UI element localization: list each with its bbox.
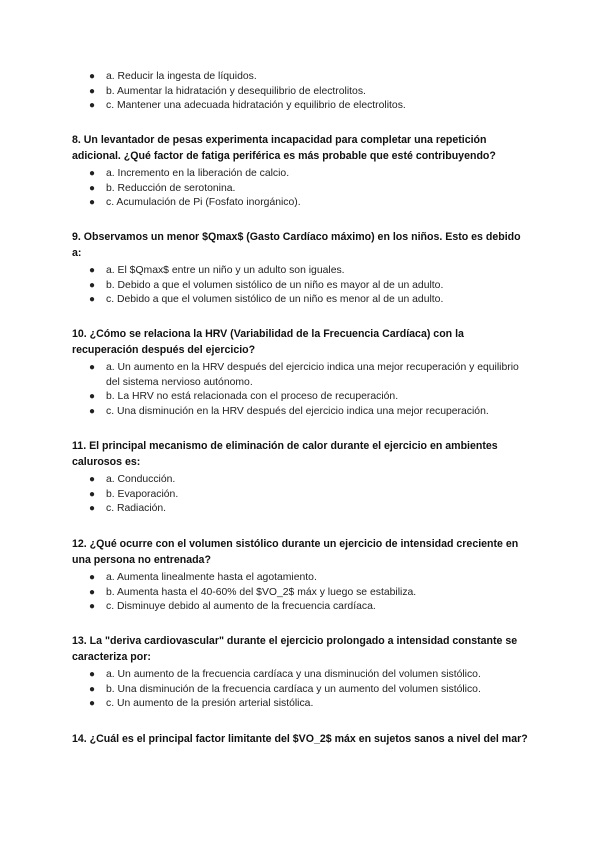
bullet-icon: ● — [89, 362, 96, 373]
question-10-block — [72, 327, 528, 419]
question-text: 14. ¿Cuál es el principal factor limitante del $VO_2$ máx en sujetos sanos a nivel del mar? — [72, 733, 528, 745]
option-c: ● c. Radiación. — [72, 502, 528, 517]
bullet-icon: ● — [89, 294, 96, 306]
bullet-icon: ● — [89, 586, 96, 598]
question-text: 11. El principal mecanismo de eliminación de calor durante el ejercicio en ambientes calurosos es: — [72, 440, 498, 468]
bullet-icon: ● — [89, 698, 96, 710]
option-c: ● c. Debido a que el volumen sistólico de un niño es menor al de un adulto. — [72, 293, 528, 308]
question-text: 12. ¿Qué ocurre con el volumen sistólico durante un ejercicio de intensidad creciente en una persona no entrenada? — [72, 538, 519, 566]
option-b: ● b. Evaporación. — [72, 488, 528, 503]
bullet-icon: ● — [89, 572, 96, 583]
bullet-icon: ● — [89, 279, 96, 291]
bullet-icon: ● — [89, 669, 96, 680]
option-a: ● a. El $Qmax$ entre un niño y un adulto son iguales. — [72, 264, 528, 279]
option-c: ● c. Disminuye debido al aumento de la frecuencia cardíaca. — [72, 600, 528, 615]
option-list — [72, 167, 528, 211]
option-c: ● c. Mantener una adecuada hidratación y equilibrio de electrolitos. — [72, 99, 528, 114]
bullet-icon: ● — [89, 85, 96, 97]
option-b: ● b. Una disminución de la frecuencia cardíaca y un aumento del volumen sistólico. — [72, 683, 528, 698]
question-text: 13. La "deriva cardiovascular" durante el ejercicio prolongado a intensidad constante se caracteriza por: — [72, 635, 518, 663]
option-a: ● a. Un aumento en la HRV después del ejercicio indica una mejor recuperación y equilibrio del sistema nervioso autónomo. — [89, 362, 519, 388]
option-a: ● a. Conducción. — [72, 473, 528, 488]
question-8-block — [72, 133, 528, 211]
option-b: ● b. Aumentar la hidratación y desequilibrio de electrolitos. — [72, 85, 528, 100]
question-text: 8. Un levantador de pesas experimenta incapacidad para completar una repetición adicional. ¿Qué factor de fatiga periférica es más probable que esté contribuyendo? — [72, 134, 496, 162]
bullet-icon: ● — [89, 601, 96, 613]
bullet-icon: ● — [89, 503, 96, 515]
bullet-icon: ● — [89, 391, 96, 403]
bullet-icon: ● — [89, 474, 96, 485]
option-a: ● a. Un aumento de la frecuencia cardíaca y una disminución del volumen sistólico. — [72, 668, 528, 683]
option-list — [72, 70, 528, 114]
bullet-icon: ● — [89, 100, 96, 112]
option-a: ● a. Aumenta linealmente hasta el agotamiento. — [72, 571, 528, 586]
bullet-icon: ● — [89, 182, 96, 194]
option-c: ● c. Acumulación de Pi (Fosfato inorgánico). — [72, 196, 528, 211]
question-12-block — [72, 537, 528, 615]
option-c: ● c. Una disminución en la HRV después del ejercicio indica una mejor recuperación. — [72, 405, 528, 420]
option-b: ● b. La HRV no está relacionada con el proceso de recuperación. — [72, 390, 528, 405]
option-list — [72, 668, 528, 712]
bullet-icon: ● — [89, 488, 96, 500]
option-list — [72, 473, 528, 517]
bullet-icon: ● — [89, 405, 96, 417]
question-text: 10. ¿Cómo se relaciona la HRV (Variabilidad de la Frecuencia Cardíaca) con la recuperación después del ejercicio? — [72, 328, 464, 356]
option-b: ● b. Debido a que el volumen sistólico de un niño es mayor al de un adulto. — [72, 279, 528, 294]
question-13-block — [72, 634, 528, 712]
option-list — [72, 571, 528, 615]
question-14-block — [72, 732, 528, 748]
option-list — [72, 361, 528, 419]
question-7-options-block — [72, 70, 528, 114]
bullet-icon: ● — [89, 265, 96, 276]
bullet-icon: ● — [89, 683, 96, 695]
question-text: 9. Observamos un menor $Qmax$ (Gasto Cardíaco máximo) en los niños. Esto es debido a: — [72, 231, 521, 259]
question-9-block — [72, 230, 528, 308]
bullet-icon: ● — [89, 168, 96, 179]
option-list — [72, 264, 528, 308]
option-b: ● b. Reducción de serotonina. — [72, 182, 528, 197]
question-11-block — [72, 439, 528, 517]
bullet-icon: ● — [89, 71, 96, 82]
bullet-icon: ● — [89, 197, 96, 209]
option-a: ● a. Incremento en la liberación de calcio. — [72, 167, 528, 182]
option-b: ● b. Aumenta hasta el 40-60% del $VO_2$ máx y luego se estabiliza. — [72, 586, 528, 601]
option-c: ● c. Un aumento de la presión arterial sistólica. — [72, 697, 528, 712]
option-a: ● a. Reducir la ingesta de líquidos. — [72, 70, 528, 85]
